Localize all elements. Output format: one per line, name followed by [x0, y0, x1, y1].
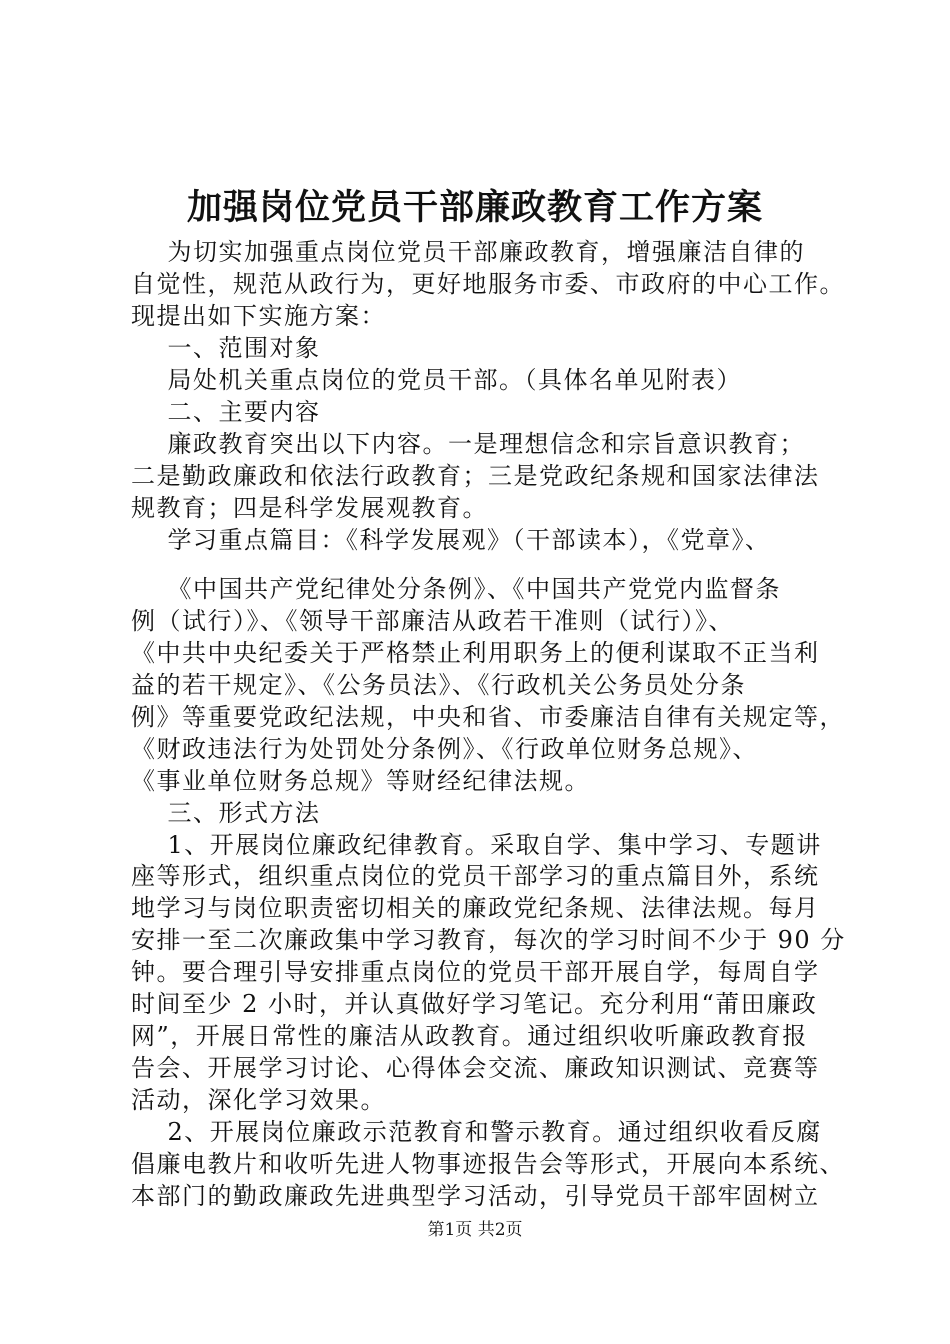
- page-number-footer: 第1页 共2页: [427, 1220, 523, 1240]
- body-line: 《中共中央纪委关于严格禁止利用职务上的便利谋取不正当利: [131, 639, 820, 667]
- body-line: 时间至少 2 小时，并认真做好学习笔记。充分利用“莆田廉政: [131, 990, 818, 1018]
- body-line: 安排一至二次廉政集中学习教育，每次的学习时间不少于 90 分: [131, 926, 846, 954]
- document-title: 加强岗位党员干部廉政教育工作方案: [186, 187, 763, 228]
- section-heading-methods: 三、形式方法: [131, 799, 321, 827]
- body-line: 1、开展岗位廉政纪律教育。采取自学、集中学习、专题讲: [131, 831, 822, 859]
- body-line: 《事业单位财务总规》等财经纪律法规。: [131, 767, 590, 795]
- body-line: 例（试行）》、《领导干部廉洁从政若干准则（试行）》、: [131, 607, 734, 635]
- body-line: 自觉性，规范从政行为，更好地服务市委、市政府的中心工作。: [131, 270, 845, 298]
- body-line: 倡廉电教片和收听先进人物事迹报告会等形式，开展向本系统、: [131, 1150, 845, 1178]
- body-line: 规教育；四是科学发展观教育。: [131, 494, 488, 522]
- body-line: 网”，开展日常性的廉洁从政教育。通过组织收听廉政教育报: [131, 1022, 808, 1050]
- body-line: 本部门的勤政廉政先进典型学习活动，引导党员干部牢固树立: [131, 1182, 820, 1210]
- body-line: 座等形式，组织重点岗位的党员干部学习的重点篇目外，系统: [131, 862, 820, 890]
- section-heading-scope: 一、范围对象: [131, 334, 321, 362]
- body-line: 局处机关重点岗位的党员干部。（具体名单见附表）: [131, 366, 743, 394]
- body-line: 为切实加强重点岗位党员干部廉政教育，增强廉洁自律的: [131, 238, 806, 266]
- body-line: 廉政教育突出以下内容。一是理想信念和宗旨意识教育；: [131, 430, 806, 458]
- body-line: 二是勤政廉政和依法行政教育；三是党政纪条规和国家法律法: [131, 462, 820, 490]
- body-line: 活动，深化学习效果。: [131, 1086, 386, 1114]
- body-line: 地学习与岗位职责密切相关的廉政党纪条规、法律法规。每月: [131, 894, 820, 922]
- body-line: 《财政违法行为处罚处分条例》、《行政单位财务总规》、: [131, 735, 758, 763]
- body-line: 学习重点篇目：《科学发展观》（干部读本），《党章》、: [131, 526, 771, 554]
- body-line: 现提出如下实施方案：: [131, 302, 386, 330]
- body-line: 益的若干规定》、《公务员法》、《行政机关公务员处分条: [131, 671, 746, 699]
- body-line: 《中国共产党纪律处分条例》、《中国共产党党内监督条: [131, 575, 782, 603]
- body-line: 2、开展岗位廉政示范教育和警示教育。通过组织收看反腐: [131, 1118, 822, 1146]
- body-line: 例》等重要党政纪法规，中央和省、市委廉洁自律有关规定等，: [131, 703, 845, 731]
- body-line: 钟。要合理引导安排重点岗位的党员干部开展自学，每周自学: [131, 958, 820, 986]
- body-line: 告会、开展学习讨论、心得体会交流、廉政知识测试、竞赛等: [131, 1054, 820, 1082]
- section-heading-content: 二、主要内容: [131, 398, 321, 426]
